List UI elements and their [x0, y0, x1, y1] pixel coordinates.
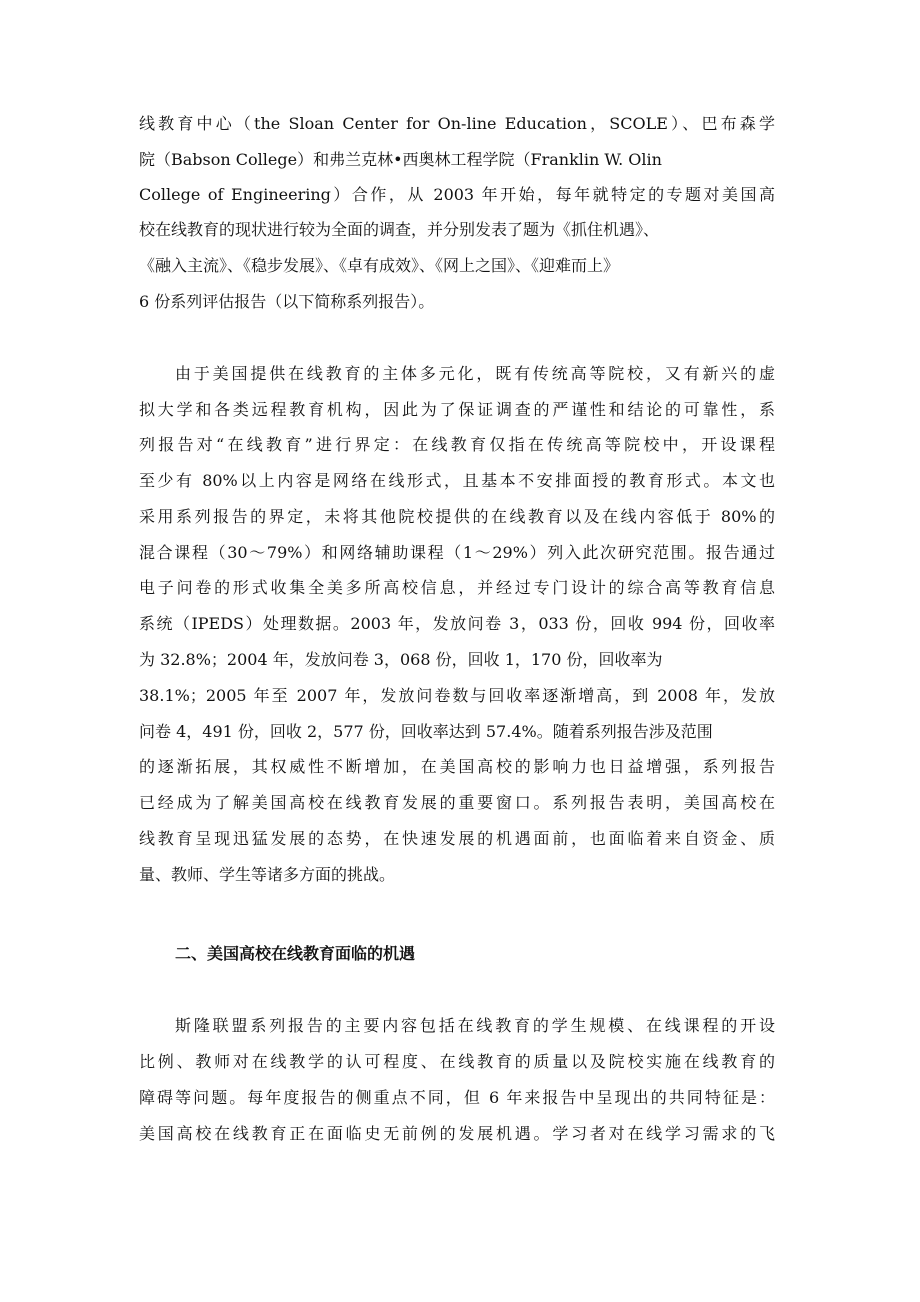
paragraph-1-line: 线教育中心（the Sloan Center for On-line Education，SCOLE）、巴布森学	[139, 114, 775, 133]
paragraph-2-line: 的逐渐拓展，其权威性不断增加，在美国高校的影响力也日益增强，系列报告	[139, 757, 775, 776]
paragraph-2-line: 问卷 4，491 份，回收 2，577 份，回收率达到 57.4%。随着系列报告涉及范围	[139, 722, 713, 741]
paragraph-2-line: 线教育呈现迅猛发展的态势，在快速发展的机遇面前，也面临着来自资金、质	[139, 829, 775, 848]
paragraph-1-line: 校在线教育的现状进行较为全面的调查，并分别发表了题为《抓住机遇》、	[139, 220, 660, 239]
paragraph-1-line: 6 份系列评估报告（以下简称系列报告）。	[139, 292, 435, 311]
paragraph-1-line: 《融入主流》、《稳步发展》、《卓有成效》、《网上之国》、《迎难而上》	[139, 256, 620, 275]
paragraph-2-line: 混合课程（30～79%）和网络辅助课程（1～29%）列入此次研究范围。报告通过	[139, 543, 775, 562]
paragraph-2-line: 列报告对“在线教育”进行界定：在线教育仅指在传统高等院校中，开设课程	[139, 435, 775, 454]
paragraph-2-line: 采用系列报告的界定，未将其他院校提供的在线教育以及在线内容低于 80%的	[139, 507, 775, 526]
paragraph-2-line: 由于美国提供在线教育的主体多元化，既有传统高等院校，又有新兴的虚	[175, 364, 775, 383]
section-heading: 二、美国高校在线教育面临的机遇	[175, 944, 416, 963]
paragraph-2-line: 量、教师、学生等诸多方面的挑战。	[139, 865, 396, 884]
paragraph-3-line: 美国高校在线教育正在面临史无前例的发展机遇。学习者对在线学习需求的飞	[139, 1124, 775, 1143]
paragraph-2-line: 电子问卷的形式收集全美多所高校信息，并经过专门设计的综合高等教育信息	[139, 578, 775, 597]
paragraph-3-line: 比例、教师对在线教学的认可程度、在线教育的质量以及院校实施在线教育的	[139, 1052, 775, 1071]
paragraph-2-line: 为 32.8%；2004 年，发放问卷 3，068 份，回收 1，170 份，回收率为	[139, 650, 663, 669]
paragraph-2-line: 至少有 80%以上内容是网络在线形式，且基本不安排面授的教育形式。本文也	[139, 471, 775, 490]
paragraph-1-line: College of Engineering）合作，从 2003 年开始，每年就特定的专题对美国高	[139, 185, 775, 204]
paragraph-2-line: 系统（IPEDS）处理数据。2003 年，发放问卷 3，033 份，回收 994 份，回收率	[139, 614, 775, 633]
paragraph-3-line: 障碍等问题。每年度报告的侧重点不同，但 6 年来报告中呈现出的共同特征是：	[139, 1088, 775, 1107]
paragraph-3-line: 斯隆联盟系列报告的主要内容包括在线教育的学生规模、在线课程的开设	[175, 1016, 775, 1035]
paragraph-2-line: 已经成为了解美国高校在线教育发展的重要窗口。系列报告表明，美国高校在	[139, 793, 775, 812]
paragraph-2-line: 拟大学和各类远程教育机构，因此为了保证调查的严谨性和结论的可靠性，系	[139, 400, 775, 419]
paragraph-1-line: 院（Babson College）和弗兰克林•西奥林工程学院（Franklin W. Olin	[139, 150, 662, 169]
paragraph-2-line: 38.1%；2005 年至 2007 年，发放问卷数与回收率逐渐增高，到 2008 年，发放	[139, 686, 775, 705]
